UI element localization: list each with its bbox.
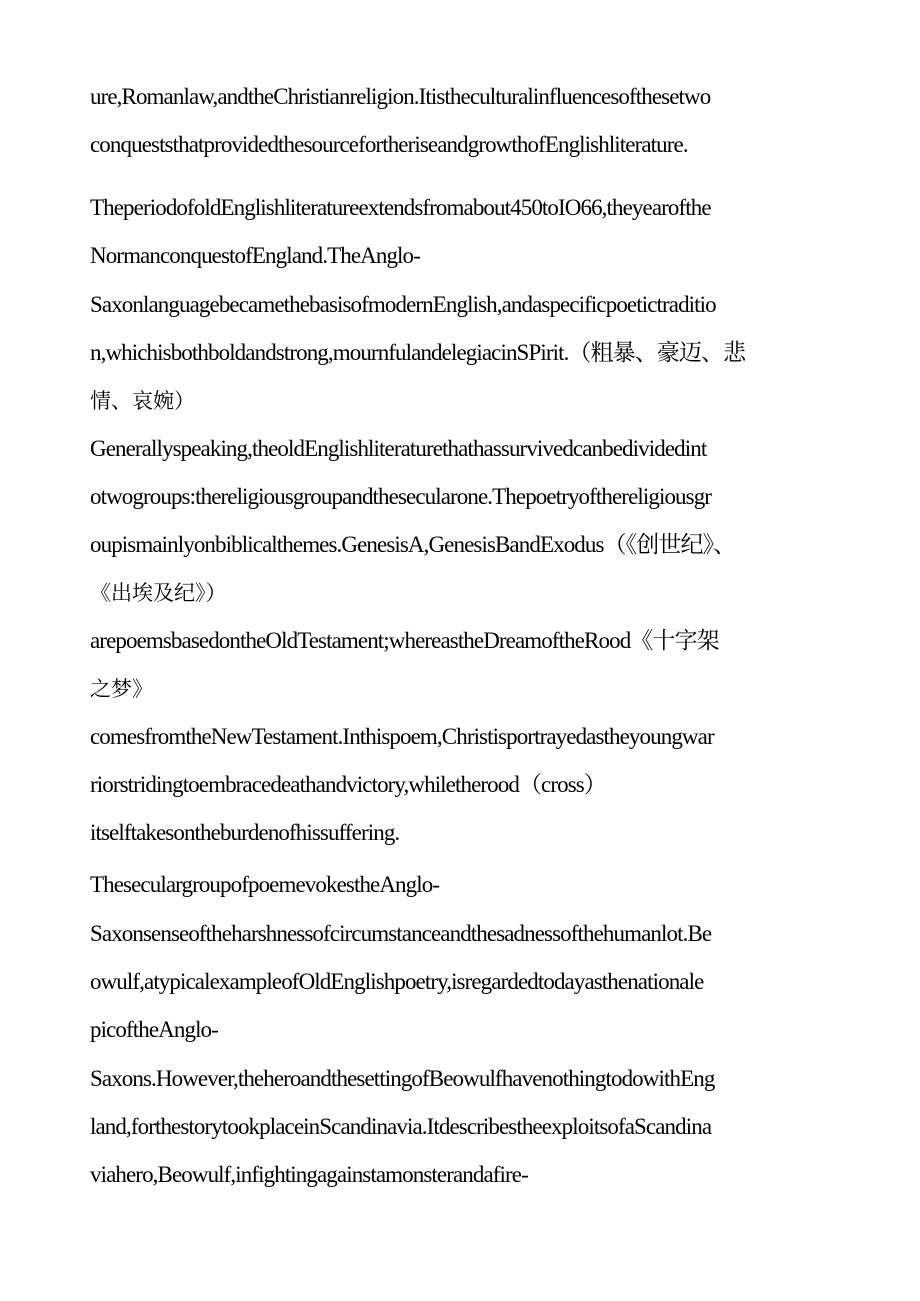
text-line-5: SaxonlanguagebecamethebasisofmodernEnglish,andaspecificpoetictraditio	[90, 292, 716, 317]
text-line-8: Generallyspeaking,theoldEnglishliteraturethathassurvivedcanbedividedint	[90, 436, 707, 461]
text-line-23: viahero,Beowulf,infightingagainstamonsterandafire-	[90, 1162, 528, 1187]
text-line-19: owulf,atypicalexampleofOldEnglishpoetry,isregardedtodayasthenationale	[90, 969, 704, 994]
text-line-17: TheseculargroupofpoemevokestheAnglo-	[90, 872, 440, 897]
text-line-6: n,whichisbothboldandstrong,mournfulandelegiacinSPirit.（粗暴、豪迈、悲	[90, 340, 746, 365]
text-line-3: TheperiodofoldEnglishliteratureextendsfromabout450toIO66,theyearofthe	[90, 195, 711, 220]
text-line-18: Saxonsenseoftheharshnessofcircumstanceandthesadnessofthehumanlot.Be	[90, 921, 712, 946]
text-line-15: riorstridingtoembracedeathandvictory,whiletherood（cross）	[90, 772, 606, 797]
text-line-12: arepoemsbasedontheOldTestament;whereastheDreamoftheRood《十字架	[90, 628, 719, 653]
text-line-9: otwogroups:thereligiousgroupandthesecularone.Thepoetryofthereligiousgr	[90, 484, 712, 509]
text-line-13: 之梦》	[90, 677, 153, 701]
text-line-21: Saxons.However,theheroandthesettingofBeowulfhavenothingtodowithEng	[90, 1066, 715, 1091]
text-line-16: itselftakesontheburdenofhissuffering.	[90, 820, 400, 845]
text-line-20: picoftheAnglo-	[90, 1017, 218, 1042]
text-line-4: NormanconquestofEngland.TheAnglo-	[90, 243, 420, 268]
text-line-10: oupismainlyonbiblicalthemes.GenesisA,GenesisBandExodus（《创世纪》、	[90, 532, 736, 557]
text-line-1: ure,Romanlaw,andtheChristianreligion.Itistheculturalinfluencesofthesetwo	[90, 84, 711, 109]
text-line-2: conqueststhatprovidedthesourcefortheriseandgrowthofEnglishliterature.	[90, 132, 688, 157]
text-line-22: land,forthestorytookplaceinScandinavia.ItdescribestheexploitsofaScandina	[90, 1114, 712, 1139]
text-line-7: 情、哀婉）	[90, 389, 195, 413]
text-line-14: comesfromtheNewTestament.Inthispoem,Christisportrayedastheyoungwar	[90, 724, 714, 749]
text-line-11: 《出埃及纪》）	[90, 581, 227, 605]
